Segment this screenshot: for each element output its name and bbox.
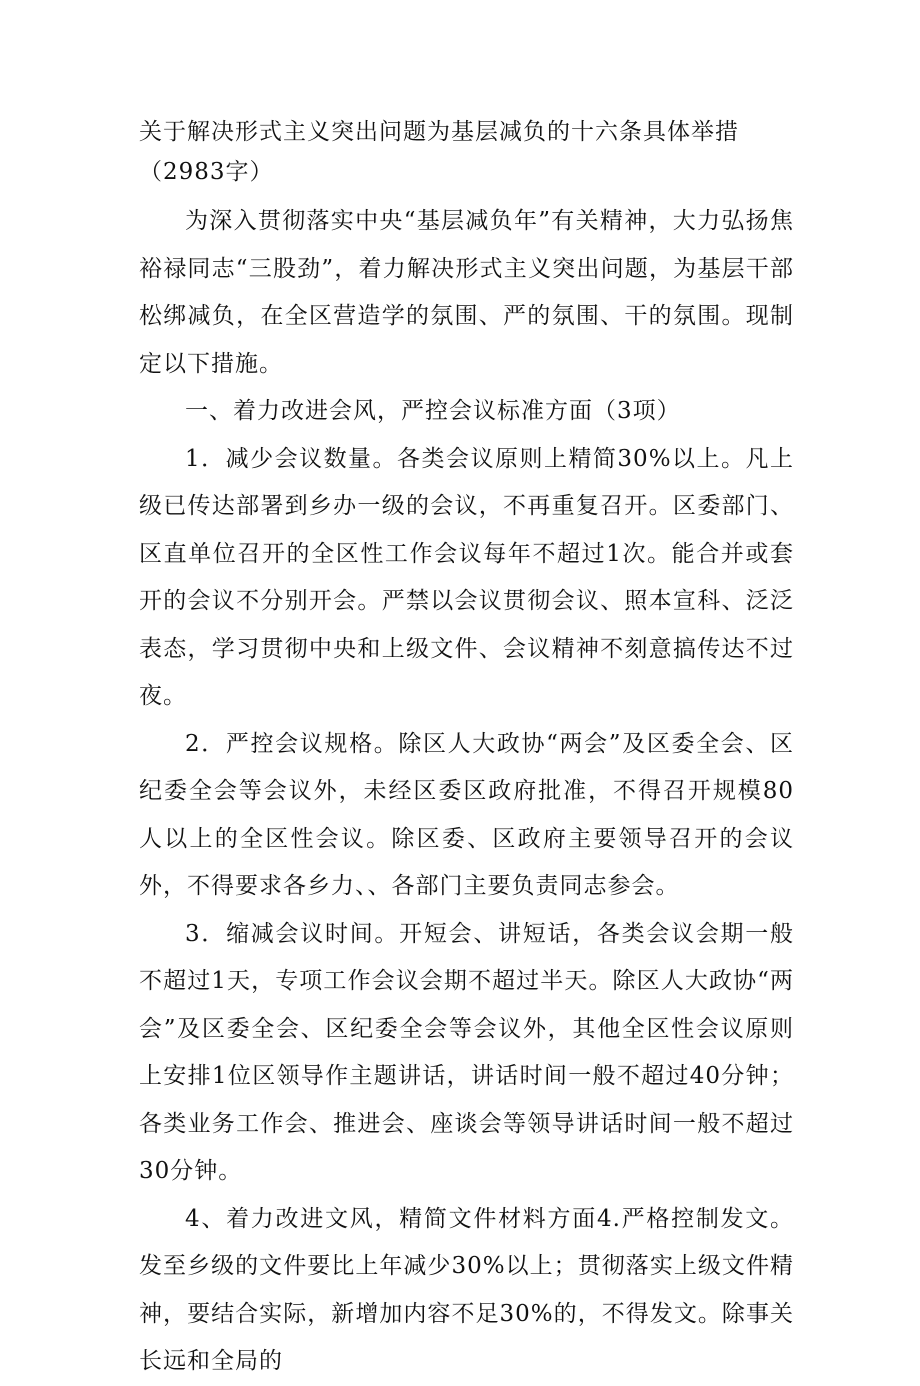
paragraph-item-3: 3．缩减会议时间。开短会、讲短话，各类会议会期一般不超过1天，专项工作会议会期不超过半天。除区人大政协“两会”及区委全会、区纪委全会等会议外，其他全区性会议原则上安排1位区领导作主题讲话，讲话时间一般不超过40分钟；各类业务工作会、推进会、座谈会等领导讲话时间一般不超过30分钟。 bbox=[139, 920, 794, 1184]
intro-paragraph: 为深入贯彻落实中央“基层减负年”有关精神，大力弘扬焦裕禄同志“三股劲”，着力解决形式主义突出问题，为基层干部松绑减负，在全区营造学的氛围、严的氛围、干的氛围。现制定以下措施。 bbox=[139, 208, 794, 377]
document-title: 关于解决形式主义突出问题为基层减负的十六条具体举措（2983字） bbox=[139, 119, 739, 185]
document-body bbox=[139, 112, 794, 1386]
section-heading-meeting-style: 一、着力改进会风，严控会议标准方面（3项） bbox=[185, 398, 681, 424]
paragraph-item-1: 1．减少会议数量。各类会议原则上精简30%以上。凡上级已传达部署到乡办一级的会议，不再重复召开。区委部门、区直单位召开的全区性工作会议每年不超过1次。能合并或套开的会议不分别开会。严禁以会议贯彻会议、照本宣科、泛泛表态，学习贯彻中央和上级文件、会议精神不刻意搞传达不过夜。 bbox=[139, 445, 794, 709]
paragraph-item-4: 4、着力改进文风，精简文件材料方面4.严格控制发文。发至乡级的文件要比上年减少30%以上；贯彻落实上级文件精神，要结合实际，新增加内容不足30%的，不得发文。除事关长远和全局的 bbox=[139, 1205, 794, 1374]
paragraph-item-2: 2．严控会议规格。除区人大政协“两会”及区委全会、区纪委全会等会议外，未经区委区政府批准，不得召开规模80人以上的全区性会议。除区委、区政府主要领导召开的会议外，不得要求各乡力、、各部门主要负责同志参会。 bbox=[139, 730, 794, 899]
